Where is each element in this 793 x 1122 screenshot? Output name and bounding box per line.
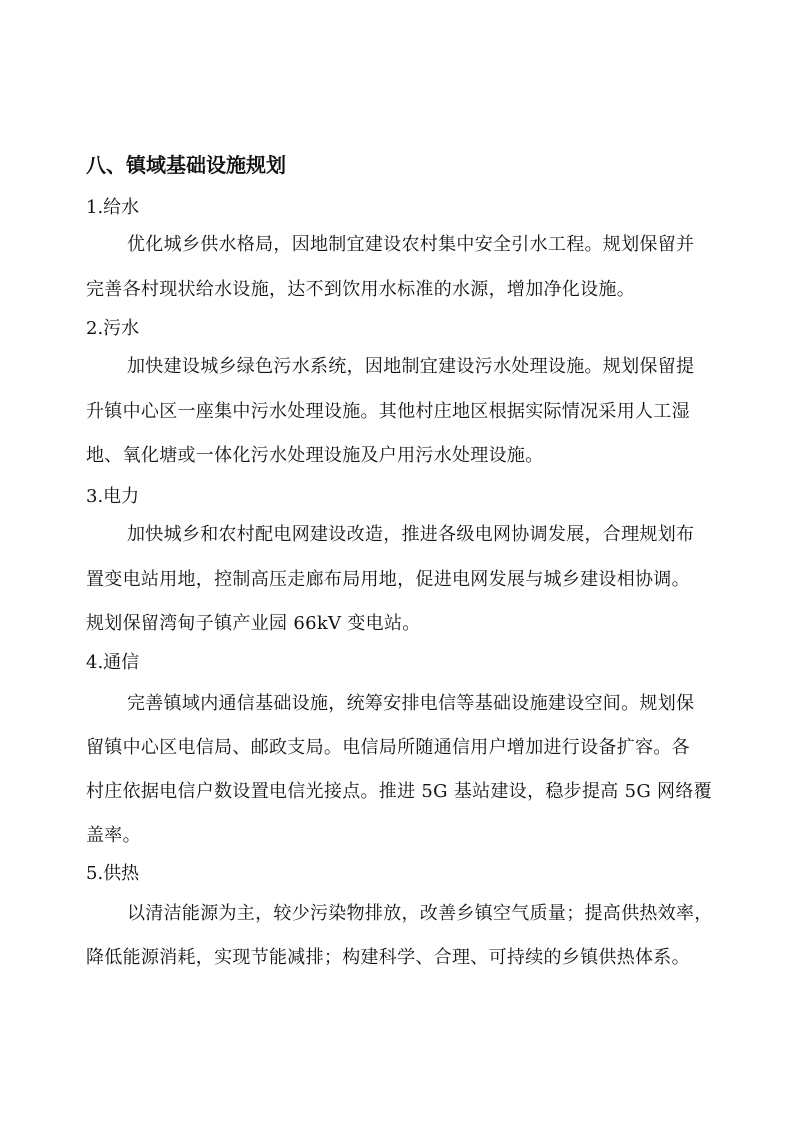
paragraph-line: 加快城乡和农村配电网建设改造，推进各级电网协调发展，合理规划布 (127, 524, 695, 545)
paragraph-line: 规划保留湾甸子镇产业园 66kV 变电站。 (86, 613, 421, 634)
subsection-title-communications: 4.通信 (86, 652, 140, 673)
paragraph-line: 升镇中心区一座集中污水处理设施。其他村庄地区根据实际情况采用人工湿 (86, 401, 690, 422)
subsection-title-sewage: 2.污水 (86, 318, 140, 339)
paragraph-line: 完善各村现状给水设施，达不到饮用水标准的水源，增加净化设施。 (86, 279, 635, 300)
paragraph-line: 以清洁能源为主，较少污染物排放，改善乡镇空气质量；提高供热效率， (127, 903, 713, 924)
paragraph-line: 盖率。 (86, 825, 141, 846)
paragraph-line: 置变电站用地，控制高压走廊布局用地，促进电网发展与城乡建设相协调。 (86, 569, 690, 590)
section-heading: 八、镇域基础设施规划 (86, 153, 286, 177)
paragraph-line: 村庄依据电信户数设置电信光接点。推进 5G 基站建设，稳步提高 5G 网络覆 (86, 781, 712, 802)
paragraph-line: 地、氧化塘或一体化污水处理设施及户用污水处理设施。 (86, 445, 544, 466)
paragraph-line: 留镇中心区电信局、邮政支局。电信局所随通信用户增加进行设备扩容。各 (86, 737, 690, 758)
paragraph-line: 优化城乡供水格局，因地制宜建设农村集中安全引水工程。规划保留并 (127, 234, 695, 255)
subsection-title-water-supply: 1.给水 (86, 197, 140, 218)
paragraph-line: 降低能源消耗，实现节能减排；构建科学、合理、可持续的乡镇供热体系。 (86, 947, 690, 968)
paragraph-line: 加快建设城乡绿色污水系统，因地制宜建设污水处理设施。规划保留提 (127, 356, 695, 377)
subsection-title-electric-power: 3.电力 (86, 486, 140, 507)
paragraph-line: 完善镇域内通信基础设施，统筹安排电信等基础设施建设空间。规划保 (127, 693, 695, 714)
subsection-title-heating: 5.供热 (86, 863, 140, 884)
